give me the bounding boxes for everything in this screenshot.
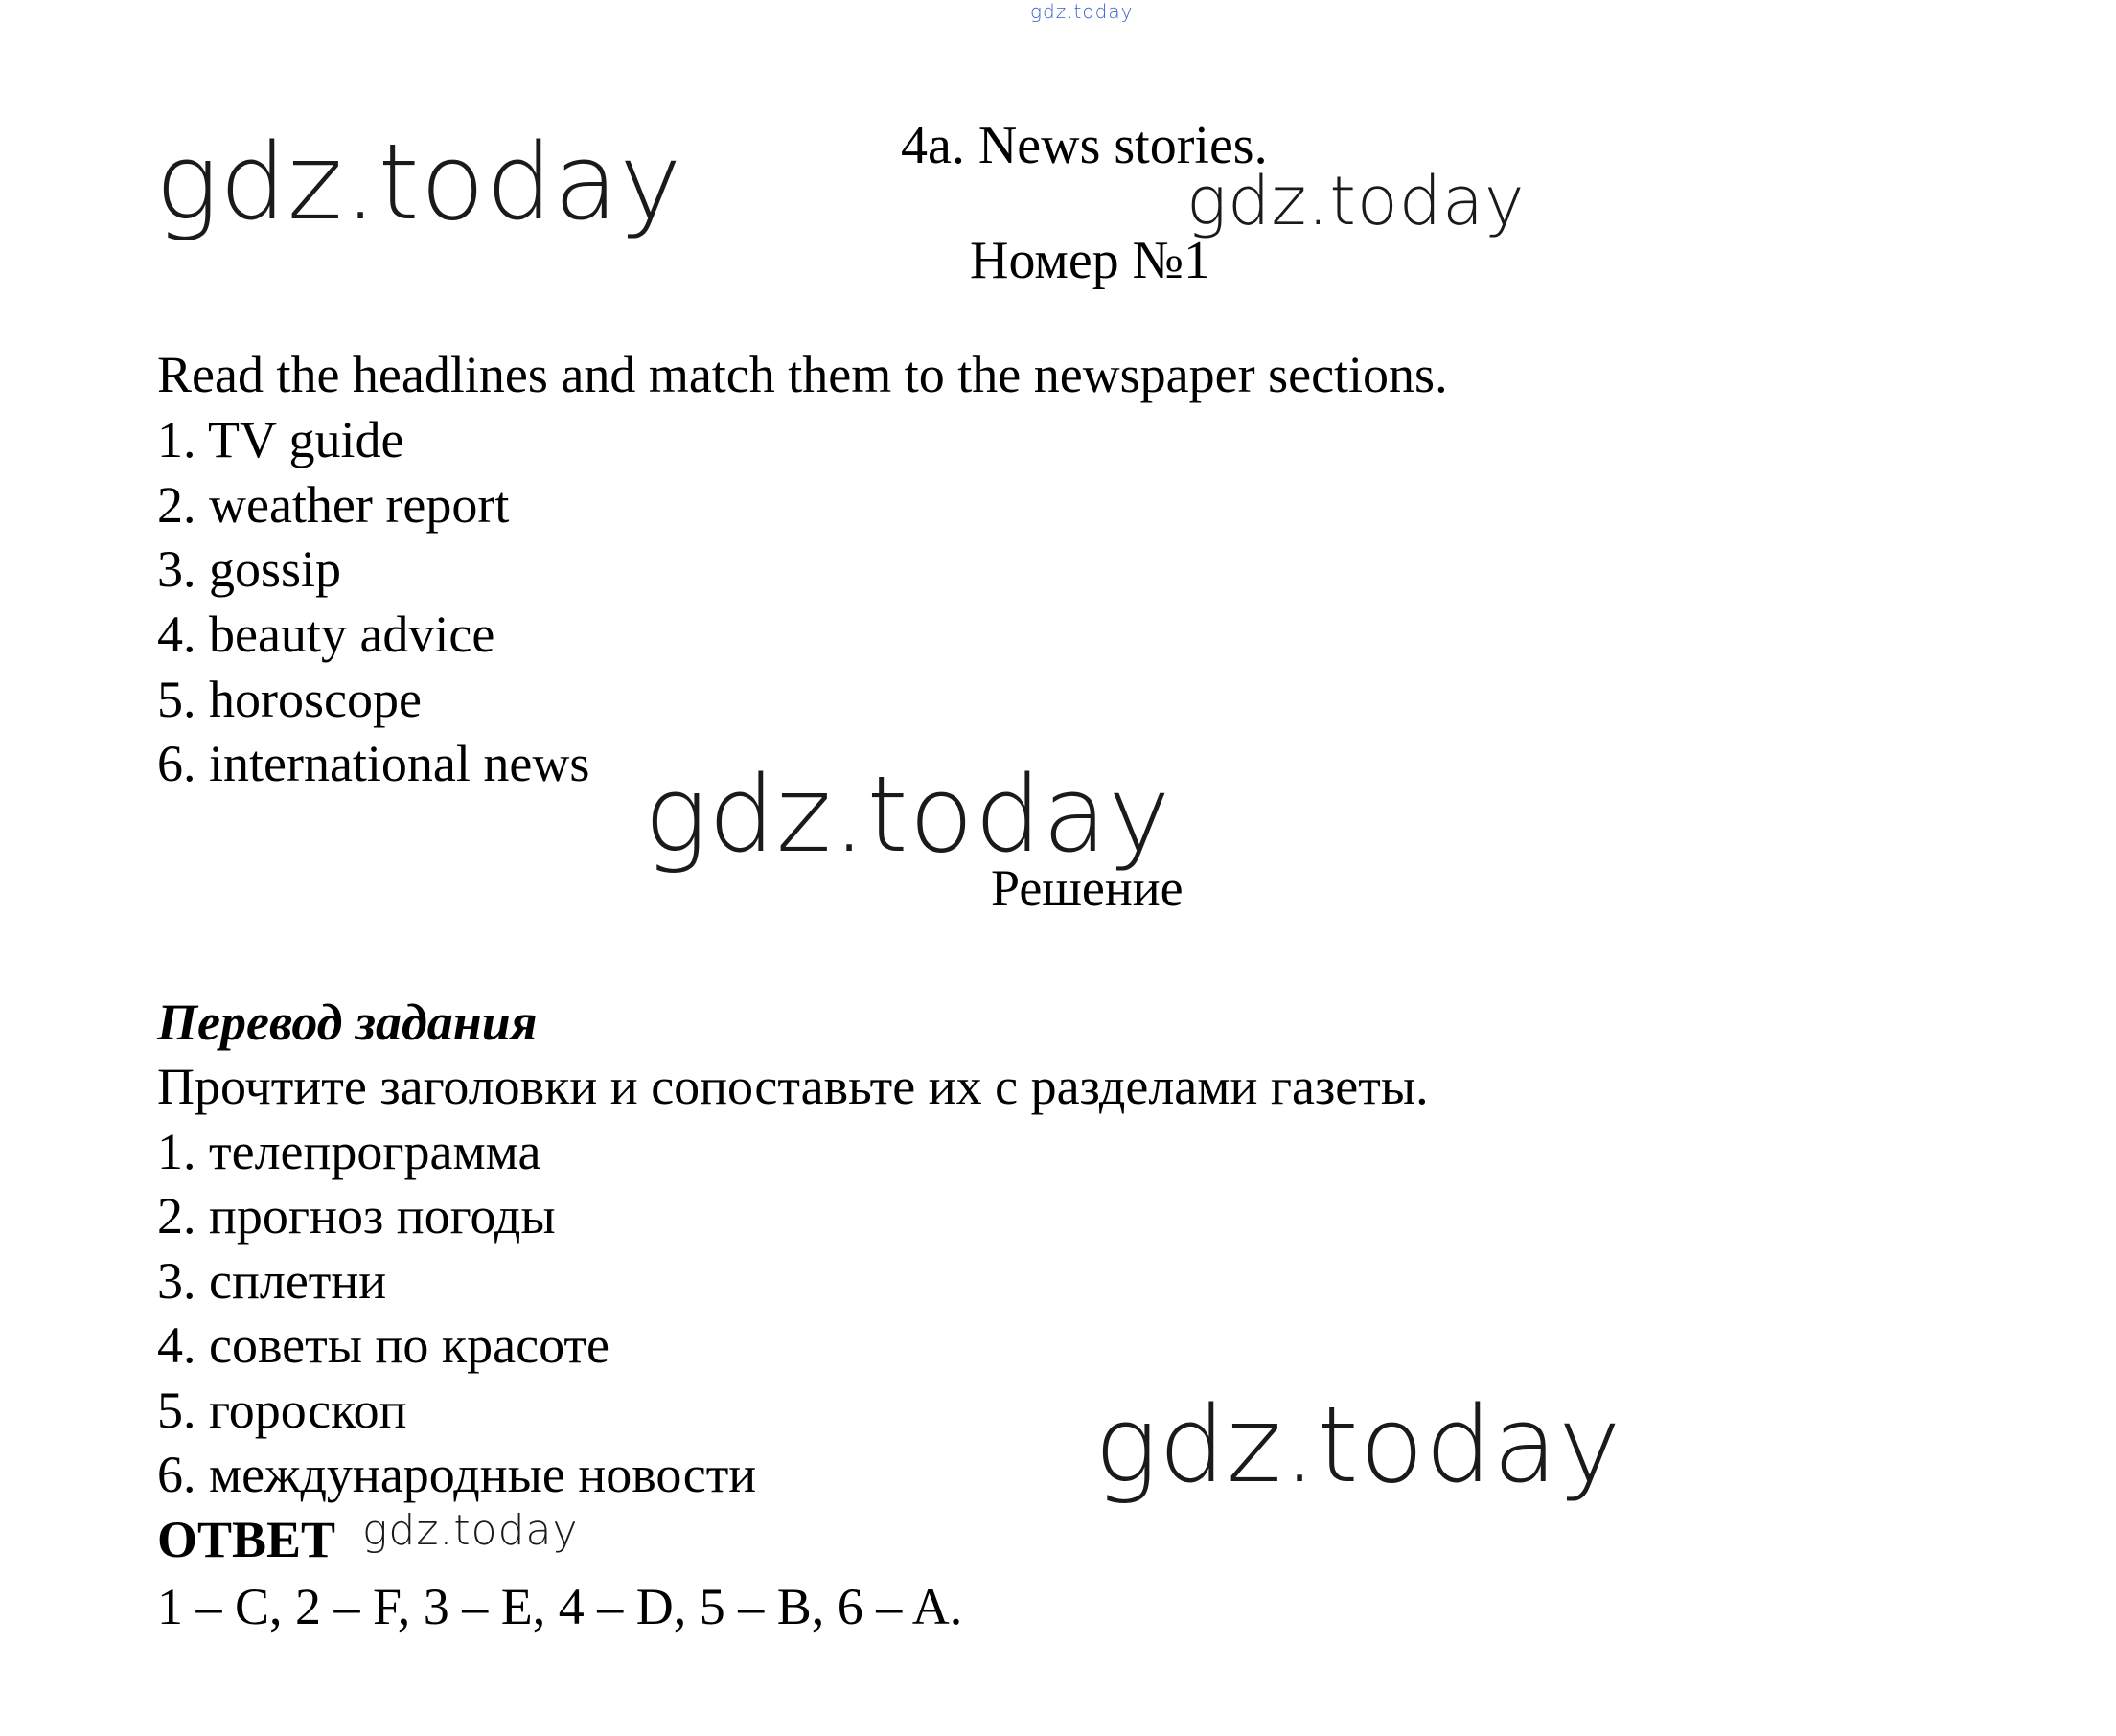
- exercise-number: Номер №1: [970, 231, 1211, 290]
- task-instruction: Read the headlines and match them to the newspaper sections.: [157, 346, 1448, 403]
- translation-item: 5. гороскоп: [157, 1382, 407, 1439]
- task-item: 4. beauty advice: [157, 605, 495, 663]
- page-title: 4a. News stories.: [901, 116, 1268, 175]
- translation-instruction: Прочтите заголовки и сопоставьте их с разделами газеты.: [157, 1058, 1429, 1115]
- task-item: 2. weather report: [157, 476, 510, 534]
- translation-item: 2. прогноз погоды: [157, 1187, 556, 1245]
- watermark-middle: gdz.today: [644, 753, 1172, 876]
- task-item: 1. TV guide: [157, 411, 404, 468]
- answer-text: 1 – C, 2 – F, 3 – E, 4 – D, 5 – B, 6 – A.: [157, 1578, 963, 1635]
- task-item: 5. horoscope: [157, 671, 422, 728]
- task-item: 6. international news: [157, 735, 590, 792]
- answer-label: ОТВЕТ: [157, 1511, 336, 1568]
- watermark-header-left: gdz.today: [155, 121, 683, 243]
- translation-heading: Перевод задания: [157, 994, 538, 1051]
- translation-item: 1. телепрограмма: [157, 1123, 541, 1180]
- watermark-bottom-right: gdz.today: [1094, 1383, 1622, 1506]
- watermark-answer-inline: gdz.today: [362, 1506, 579, 1555]
- watermark-header-right: gdz.today: [1186, 162, 1526, 240]
- translation-item: 3. сплетни: [157, 1252, 387, 1310]
- watermark-top-small: gdz.today: [1030, 0, 1134, 23]
- translation-item: 6. международные новости: [157, 1446, 757, 1503]
- translation-item: 4. советы по красоте: [157, 1316, 610, 1374]
- solution-heading: Решение: [991, 859, 1184, 917]
- task-item: 3. gossip: [157, 540, 342, 598]
